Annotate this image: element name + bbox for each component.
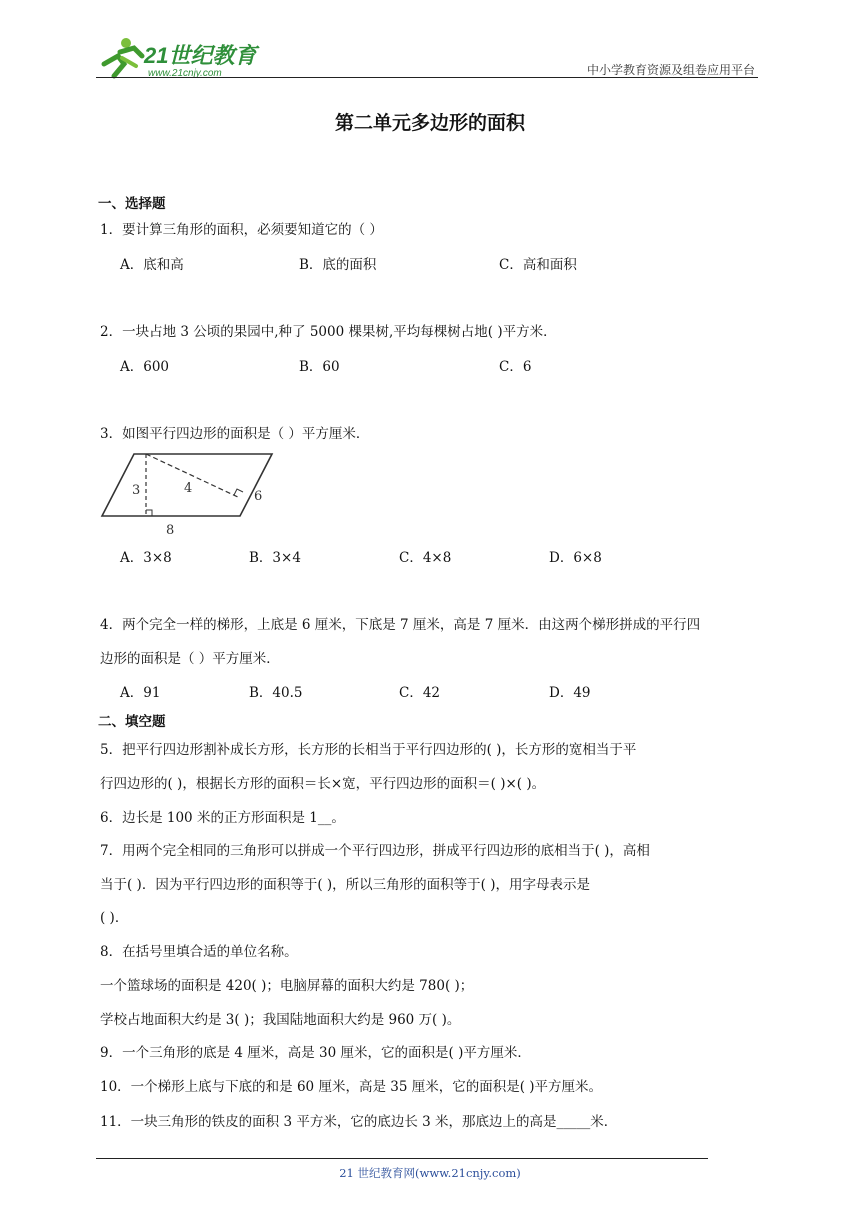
question-3: 3．如图平行四边形的面积是（ ）平方厘米． <box>100 426 370 442</box>
question-5-line-2: 行四边形的( )，根据长方形的面积＝长×宽，平行四边形的面积＝( )×( )。 <box>100 776 546 792</box>
q2-option-a: A．600 <box>120 359 170 375</box>
question-1: 1．要计算三角形的面积，必须要知道它的（ ） <box>100 222 383 238</box>
section-heading-fill: 二、填空题 <box>98 714 166 730</box>
question-7-line-3: ( )． <box>100 910 129 926</box>
parallelogram-figure <box>98 448 278 540</box>
header-divider <box>96 77 758 78</box>
height-label: 3 <box>132 483 141 498</box>
q3-option-a: A．3×8 <box>120 550 172 566</box>
question-6: 6．边长是 100 米的正方形面积是 1__。 <box>100 810 345 826</box>
header-right-text: 中小学教育资源及组卷应用平台 <box>586 63 755 77</box>
question-4-line-2: 边形的面积是（ ）平方厘米． <box>100 651 280 667</box>
logo-text: 21世纪教育 <box>144 43 257 68</box>
q4-option-a: A．91 <box>120 685 161 701</box>
side-label: 6 <box>254 489 263 504</box>
perpendicular-label: 4 <box>184 481 193 496</box>
footer-divider <box>96 1158 708 1159</box>
q3-option-b: B．3×4 <box>249 550 301 566</box>
question-8-line-3: 学校占地面积大约是 3( )；我国陆地面积大约是 960 万( )。 <box>100 1012 461 1028</box>
q4-option-d: D．49 <box>549 685 591 701</box>
q4-option-c: C．42 <box>399 685 441 701</box>
question-7-line-1: 7．用两个完全相同的三角形可以拼成一个平行四边形，拼成平行四边形的底相当于( )，高相 <box>100 843 650 859</box>
question-4-line-1: 4．两个完全一样的梯形，上底是 6 厘米，下底是 7 厘米，高是 7 厘米．由这两个梯形拼成的平行四 <box>100 617 701 633</box>
q1-option-c: C．高和面积 <box>499 257 577 273</box>
section-heading-choice: 一、选择题 <box>98 196 166 212</box>
q1-option-b: B．底的面积 <box>299 257 377 273</box>
site-logo <box>96 34 266 82</box>
q3-option-d: D．6×8 <box>549 550 602 566</box>
question-8-line-2: 一个篮球场的面积是 420( )；电脑屏幕的面积大约是 780( )； <box>100 978 474 994</box>
q1-option-a: A．底和高 <box>120 257 184 273</box>
question-5-line-1: 5．把平行四边形割补成长方形，长方形的长相当于平行四边形的( )，长方形的宽相当于平 <box>100 742 637 758</box>
q3-option-c: C．4×8 <box>399 550 452 566</box>
page-title: 第二单元多边形的面积 <box>334 112 525 134</box>
q2-option-c: C．6 <box>499 359 532 375</box>
question-11: 11．一块三角形的铁皮的面积 3 平方米，它的底边长 3 米，那底边上的高是_____米． <box>100 1114 618 1130</box>
q2-option-b: B．60 <box>299 359 340 375</box>
runner-icon <box>104 38 142 76</box>
base-label: 8 <box>166 523 175 538</box>
logo-url: www.21cnjy.com <box>148 68 222 79</box>
question-8-line-1: 8．在括号里填合适的单位名称。 <box>100 944 298 960</box>
footer-text[interactable]: 21 世纪教育网(www.21cnjy.com) <box>339 1166 521 1180</box>
question-2: 2．一块占地 3 公顷的果园中,种了 5000 棵果树,平均每棵树占地( )平方米． <box>100 324 557 340</box>
q4-option-b: B．40.5 <box>249 685 303 701</box>
question-7-line-2: 当于( )．因为平行四边形的面积等于( )，所以三角形的面积等于( )，用字母表示是 <box>100 877 590 893</box>
question-9: 9．一个三角形的底是 4 厘米，高是 30 厘米，它的面积是( )平方厘米． <box>100 1045 531 1061</box>
question-10: 10．一个梯形上底与下底的和是 60 厘米，高是 35 厘米，它的面积是( )平方厘米。 <box>100 1079 603 1095</box>
